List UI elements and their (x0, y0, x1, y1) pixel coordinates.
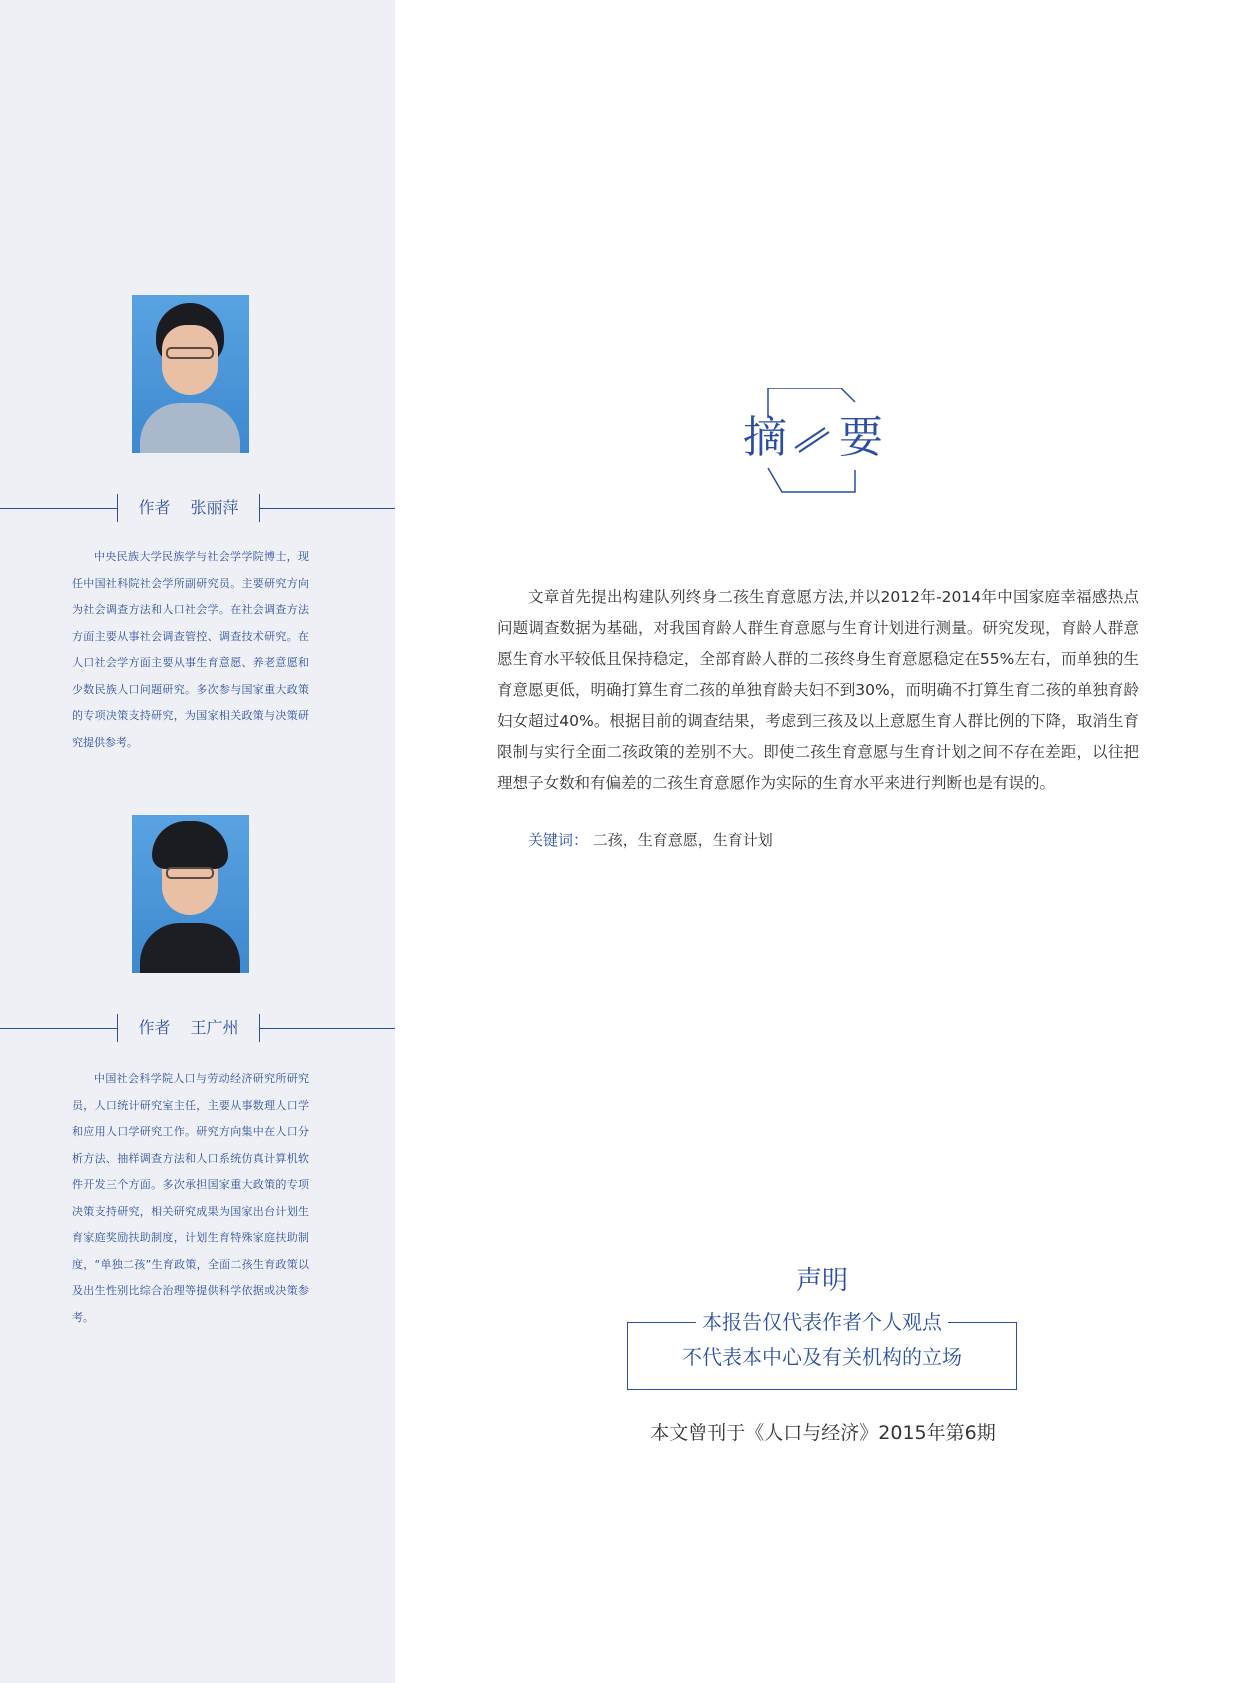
author-label: 作者 (138, 498, 171, 517)
author-name: 王广州 (190, 1018, 239, 1037)
declaration-title: 声明 (795, 1266, 848, 1296)
abstract-paragraph: 文章首先提出构建队列终身二孩生育意愿方法,并以2012年-2014年中国家庭幸福感热点问题调查数据为基础，对我国育龄人群生育意愿与生育计划进行测量。研究发现，育龄人群意愿生育水平较低且保持稳定，全部育龄人群的二孩终身生育意愿稳定在55%左右，而单独的生育意愿更低，明确打算生育二孩的单独育龄夫妇不到30%，而明确不打算生育二孩的单独育龄妇女超过40%。根据目前的调查结果，考虑到三孩及以上意愿生育人群比例的下降，取消生育限制与实行全面二孩政策的差别不大。即使二孩生育意愿与生育计划之间不存在差距，以往把理想子女数和有偏差的二孩生育意愿作为实际的生育水平来进行判断也是有误的。 (497, 588, 1139, 792)
author-photo-zhang (132, 295, 249, 453)
abstract-heading (743, 388, 893, 498)
author-bio-zhang: 中央民族大学民族学与社会学学院博士，现任中国社科院社会学所副研究员。主要研究方向为社会调查方法和人口社会学。在社会调查方法方面主要从事社会调查管控、调查技术研究。在人口社会学方面主要从事生育意愿、养老意愿和少数民族人口问题研究。多次参与国家重大政策的专项决策支持研究，为国家相关政策与决策研究提供参考。 (72, 550, 309, 749)
author-tag (117, 1014, 260, 1042)
author-bio-wang: 中国社会科学院人口与劳动经济研究所研究员，人口统计研究室主任，主要从事数理人口学和应用人口学研究工作。研究方向集中在人口分析方法、抽样调查方法和人口系统仿真计算机软件开发三个方面。多次承担国家重大政策的专项决策支持研究，相关研究成果为国家出台计划生育家庭奖励扶助制度，计划生育特殊家庭扶助制度，“单独二孩”生育政策，全面二孩生育政策以及出生性别比综合治理等提供科学依据或决策参考。 (72, 1072, 309, 1324)
declaration-line2: 不代表本中心及有关机构的立场 (682, 1345, 962, 1369)
author-label: 作者 (138, 1018, 171, 1037)
author-bar-wang (0, 1014, 395, 1044)
author-photo-wang (132, 815, 249, 973)
keywords (528, 829, 773, 850)
author-bar-zhang (0, 494, 395, 524)
abstract-title-char1: 摘 (743, 412, 787, 463)
declaration-line1: 本报告仅代表作者个人观点 (702, 1310, 942, 1334)
abstract-body (497, 582, 1139, 799)
author-sidebar (0, 0, 395, 1683)
abstract-title-char2: 要 (839, 412, 883, 463)
author-name: 张丽萍 (190, 498, 239, 517)
keywords-label: 关键词： (528, 831, 589, 849)
keywords-value: 二孩，生育意愿，生育计划 (592, 831, 773, 849)
author-tag (117, 494, 260, 522)
publication-note: 本文曾刊于《人口与经济》2015年第6期 (650, 1422, 996, 1444)
